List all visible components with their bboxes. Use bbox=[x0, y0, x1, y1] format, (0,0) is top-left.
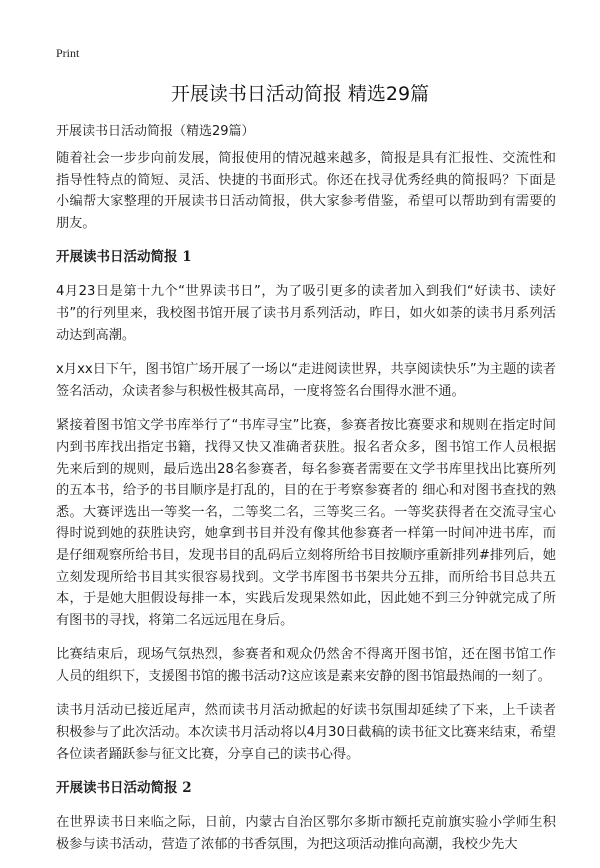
paragraph: 在世界读书日来临之际，日前，内蒙古自治区鄂尔多斯市额托克前旗实验小学师生积极参与读书活动，营造了浓郁的书香氛围，为把这项活动推向高潮，我校少先大 bbox=[56, 815, 556, 852]
document-subtitle: 开展读书日活动简报（精选29篇） bbox=[56, 124, 255, 139]
article-body bbox=[56, 148, 556, 868]
paragraph: 4月23日是第十九个“世界读书日”，为了吸引更多的读者加入到我们“好读书、读好书”的行列里来，我校图书馆开展了读书月系列活动，昨日，如火如荼的读书月系列活动达到高潮。 bbox=[56, 284, 556, 343]
paragraph: 比赛结束后，现场气氛热烈，参赛者和观众仍然舍不得离开图书馆，还在图书馆工作人员的组织下，支援图书馆的搬书活动?这应该是素来安静的图书馆最热闹的一刻了。 bbox=[56, 647, 556, 684]
section-heading-2: 开展读书日活动简报 2 bbox=[56, 780, 192, 797]
page-title: 开展读书日活动简报 精选29篇 bbox=[170, 83, 430, 105]
section-heading-1: 开展读书日活动简报 1 bbox=[56, 249, 192, 266]
paragraph: x月xx日下午，图书馆广场开展了一场以“走进阅读世界，共享阅读快乐”为主题的读者签名活动，众读者参与积极性极其高昂，一度将签名台围得水泄不通。 bbox=[56, 362, 556, 399]
paragraph: 紧接着图书馆文学书库举行了“书库寻宝”比赛，参赛者按比赛要求和规则在指定时间内到书库找出指定书籍，找得又快又准确者获胜。报名者众多，图书馆工作人员根据先来后到的规则，最后选出28名参赛者，每名参赛者需要在文学书库里找出比赛所列的五本书，给予的书目顺序是打乱的，目的在于考察参赛者的 细心和对图书查找的熟悉。大赛评选出一等奖一名，二等奖二名，三等奖三名。一等奖获得者在交流寻宝心得时说到她的获胜诀窍，她拿到书目并没有像其他参赛者一样第一时间冲进书库，而是仔细观察所给书目，发现书目的乱码后立刻将所给书目按顺序重新排列#排列后，她立刻发现所给书目其实很容易找到。文学书库图书书架共分五排，而所给书目总共五本，于是她大胆假设每排一本，实践后发现果然如此，因此她不到三分钟就完成了所有图书的寻找，将第二名远远甩在身后。 bbox=[56, 418, 556, 628]
print-link[interactable]: Print bbox=[56, 46, 80, 60]
paragraph: 读书月活动已接近尾声，然而读书月活动掀起的好读书氛围却延续了下来，上千读者积极参与了此次活动。本次读书月活动将以4月30日截稿的读书征文比赛来结束，希望各位读者踊跃参与征文比赛，分享自己的读书心得。 bbox=[56, 703, 556, 762]
intro-paragraph: 随着社会一步步向前发展，简报使用的情况越来越多，简报是具有汇报性、交流性和指导性特点的简短、灵活、快捷的书面形式。你还在找寻优秀经典的简报吗？下面是小编帮大家整理的开展读书日活动简报，供大家参考借鉴，希望可以帮助到有需要的朋友。 bbox=[56, 151, 556, 231]
